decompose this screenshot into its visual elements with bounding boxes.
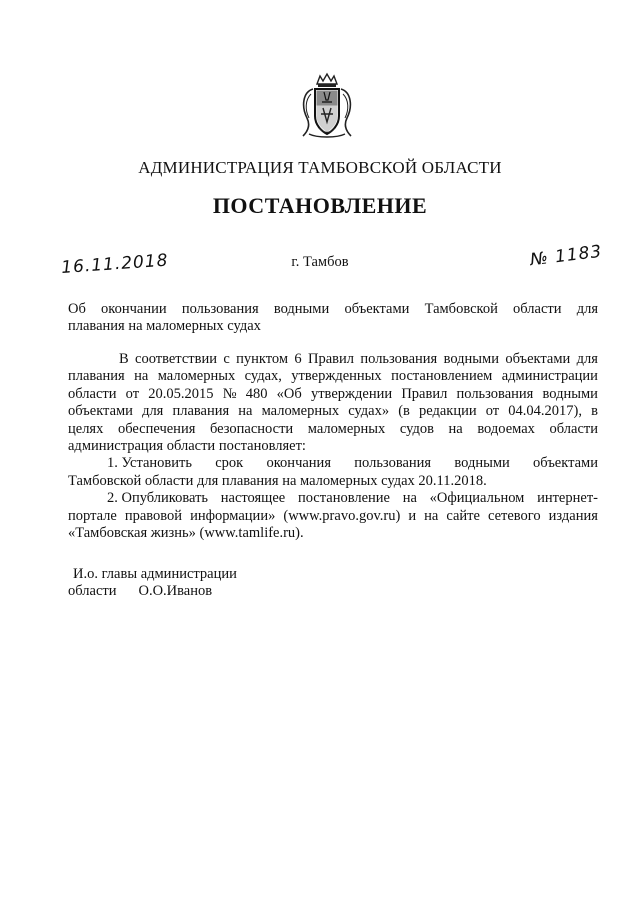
clause-2-line: «Тамбовская жизнь» (www.tamlife.ru). — [68, 524, 304, 541]
tambov-coat-of-arms-icon — [299, 72, 355, 140]
document-city: г. Тамбов — [291, 254, 349, 270]
body-line: администрация области постановляет: — [68, 437, 306, 454]
clause-1-line: Тамбовской области для плавания на маломерных судах 20.11.2018. — [68, 472, 487, 489]
subject-line-1: Об окончании пользования водными объектами Тамбовской области для — [68, 301, 598, 317]
document-date-handwritten: 16.11.2018 — [60, 250, 170, 278]
document-number-handwritten: № 1183 — [529, 241, 604, 271]
signature-block — [68, 566, 237, 600]
document-type-title: ПОСТАНОВЛЕНИЕ — [212, 193, 428, 218]
body-line: объектами для плавания на маломерных судах» (в редакции от 04.04.2017), в — [68, 403, 598, 420]
issuing-authority: АДМИНИСТРАЦИЯ ТАМБОВСКОЙ ОБЛАСТИ — [138, 158, 502, 177]
document-body — [68, 351, 598, 542]
clause-2-line: 2. Опубликовать настоящее постановление на «Официальном интернет- — [107, 490, 598, 507]
body-line: области от 20.05.2015 № 480 «Об утверждении Правил пользования водными — [68, 385, 598, 402]
clause-2-line: портале правовой информации» (www.pravo.gov.ru) и на сайте сетевого издания — [68, 507, 598, 524]
clause-1-line: 1. Установить срок окончания пользования водными объектами — [107, 455, 598, 472]
body-line: плавания на маломерных судах, утвержденных постановлением администрации — [68, 368, 598, 385]
body-line: целях обеспечения безопасности маломерных судов на водоемах области — [68, 420, 598, 437]
signatory-name: О.О.Иванов — [138, 583, 213, 599]
signatory-position-cont: области — [68, 583, 117, 599]
document-subject — [68, 301, 598, 335]
body-line: В соответствии с пунктом 6 Правил пользования водными объектами для — [119, 351, 598, 367]
subject-line-2: плавания на маломерных судах — [68, 318, 261, 335]
signatory-position: И.о. главы администрации — [73, 566, 237, 582]
signatory-line-2 — [68, 583, 237, 600]
